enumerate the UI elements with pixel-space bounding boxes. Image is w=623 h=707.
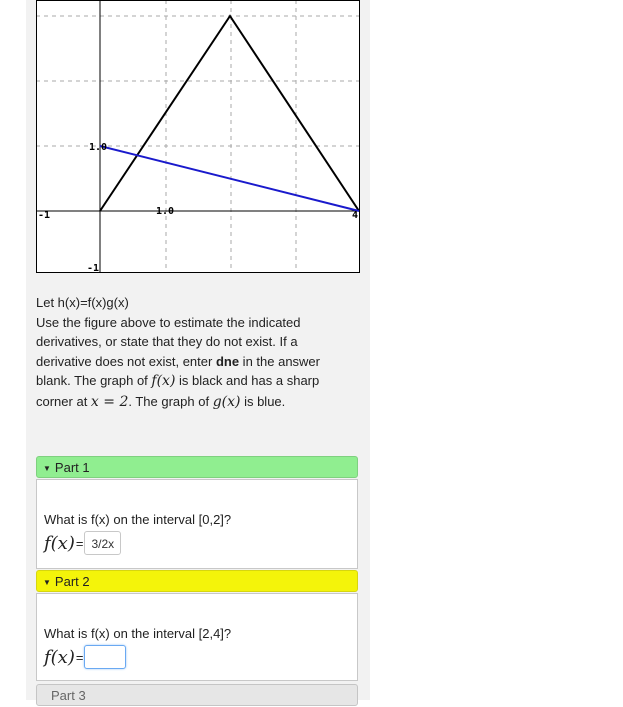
corner-math: x = 2 — [90, 393, 129, 410]
axes — [36, 0, 360, 273]
part-2-equals: = — [75, 649, 84, 665]
part-2-answer-row — [44, 645, 126, 669]
part-2-lhs: f(x) — [44, 646, 75, 668]
graph-border — [37, 1, 360, 273]
part-1-body — [36, 479, 358, 569]
grid — [36, 0, 360, 273]
problem-instructions: Use the figure above to estimate the indicated derivatives, or state that they do not exist. If a derivative does not exist, enter dne in the answer blank. The graph of f(x) is black and has a sharp corner at x = 2. The graph of g(x) is blue. — [36, 314, 320, 410]
tick-x-4: 4 — [352, 210, 359, 221]
g-curve — [100, 146, 359, 211]
part-3-header[interactable]: Part 3 — [36, 684, 358, 706]
part-2-body — [36, 593, 358, 681]
gx-math: g(x) — [212, 393, 241, 410]
caret-down-icon: ▼ — [43, 578, 51, 587]
part-2-answer-input[interactable] — [84, 645, 126, 669]
caret-down-icon: ▼ — [43, 464, 51, 473]
part-1-answer-input[interactable]: 3/2x — [84, 531, 121, 555]
part-1-equals: = — [75, 535, 84, 551]
part-1-header[interactable]: ▼ Part 1 — [36, 456, 358, 478]
part-1-lhs: f(x) — [44, 532, 75, 554]
part-1-answer-row — [44, 531, 121, 555]
fx-math: f(x) — [151, 373, 176, 389]
problem-statement — [36, 293, 356, 412]
part-1-question: What is f(x) on the interval [0,2]? — [44, 512, 232, 527]
part-2-question: What is f(x) on the interval [2,4]? — [44, 626, 232, 641]
tick-x-1: 1.0 — [156, 206, 175, 217]
dne-keyword: dne — [215, 353, 240, 369]
tick-y-1: 1.0 — [89, 142, 108, 153]
function-graph — [36, 0, 360, 273]
tick-x-neg1: -1 — [38, 210, 51, 221]
tick-y-neg1: -1 — [87, 263, 100, 273]
part-2-header[interactable]: ▼ Part 2 — [36, 570, 358, 592]
f-curve — [100, 16, 359, 211]
problem-definition: Let h(x)=f(x)g(x) — [36, 295, 129, 310]
